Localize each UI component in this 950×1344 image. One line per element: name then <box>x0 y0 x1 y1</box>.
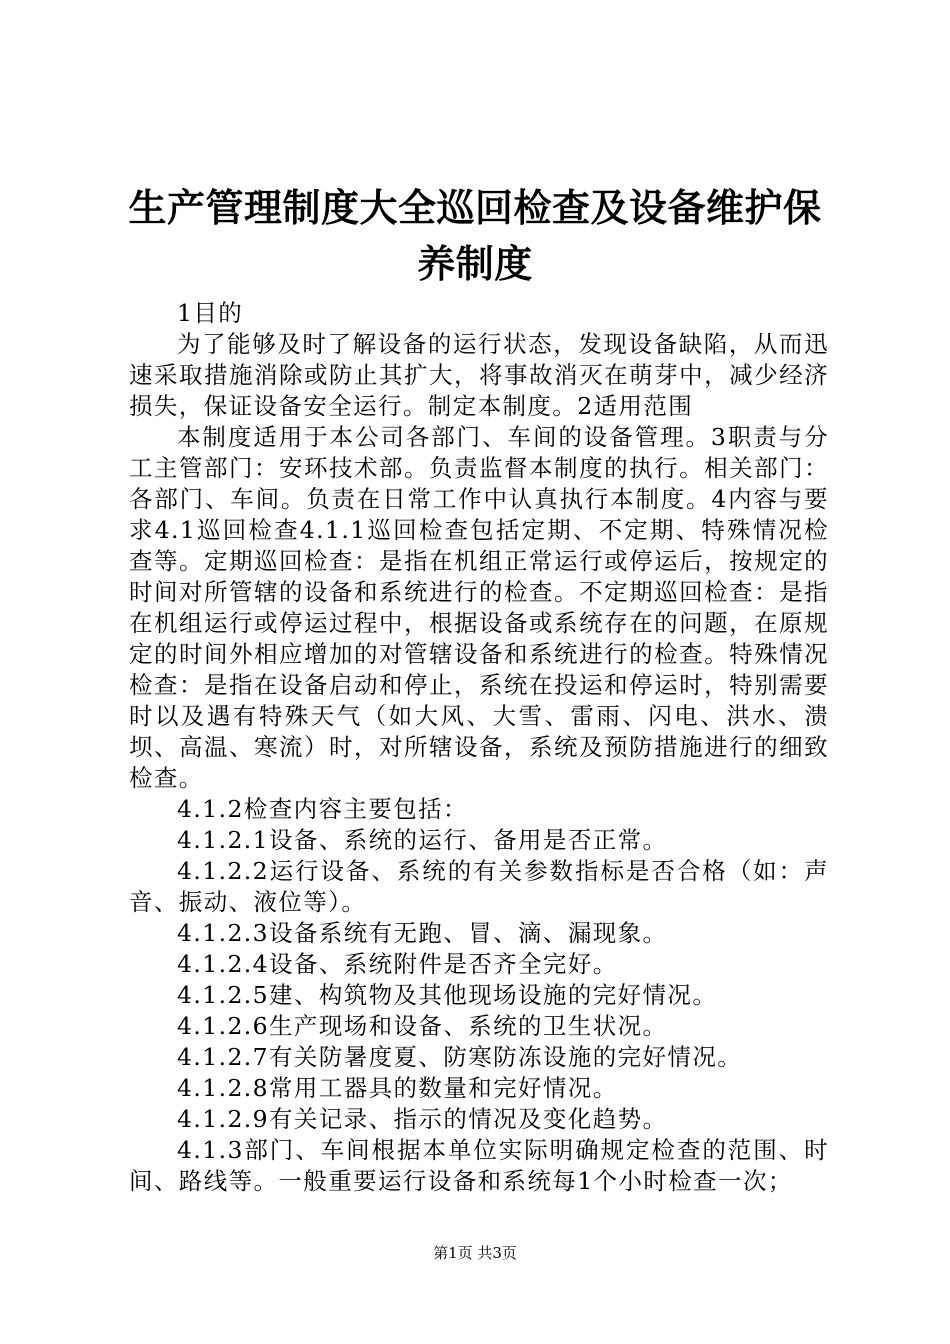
paragraph-4-1-2-2: 4.1.2.2运行设备、系统的有关参数指标是否合格（如：声音、振动、液位等）。 <box>129 857 829 916</box>
paragraph-4-1-2-3: 4.1.2.3设备系统有无跑、冒、滴、漏现象。 <box>177 919 668 947</box>
paragraph-4-1-2-5: 4.1.2.5建、构筑物及其他现场设施的完好情况。 <box>177 981 718 1009</box>
page-number-footer: 第1页 共3页 <box>433 1244 517 1262</box>
paragraph-4-1-3: 4.1.3部门、车间根据本单位实际明确规定检查的范围、时间、路线等。一般重要运行设备和系统每1个小时检查一次； <box>129 1136 829 1195</box>
document-title: 生产管理制度大全巡回检查及设备维护保养制度 <box>128 185 822 286</box>
paragraph-purpose: 为了能够及时了解设备的运行状态，发现设备缺陷，从而迅速采取措施消除或防止其扩大，将事故消灭在萌芽中，减少经济损失，保证设备安全运行。制定本制度。2适用范围 <box>129 330 829 420</box>
paragraph-purpose-heading: 1目的 <box>177 299 244 327</box>
paragraph-4-1-2-8: 4.1.2.8常用工器具的数量和完好情况。 <box>177 1074 618 1102</box>
paragraph-4-1-2-7: 4.1.2.7有关防暑度夏、防寒防冻设施的完好情况。 <box>177 1043 743 1071</box>
document-body <box>129 298 829 1197</box>
paragraph-4-1-2-4: 4.1.2.4设备、系统附件是否齐全完好。 <box>177 950 618 978</box>
paragraph-4-1-2: 4.1.2检查内容主要包括： <box>177 795 468 823</box>
paragraph-4-1-2-6: 4.1.2.6生产现场和设备、系统的卫生状况。 <box>177 1012 668 1040</box>
paragraph-scope-duties: 本制度适用于本公司各部门、车间的设备管理。3职责与分工主管部门：安环技术部。负责监督本制度的执行。相关部门：各部门、车间。负责在日常工作中认真执行本制度。4内容与要求4.1巡回检查4.1.1巡回检查包括定期、不定期、特殊情况检查等。定期巡回检查：是指在机组正常运行或停运后，按规定的时间对所管辖的设备和系统进行的检查。不定期巡回检查：是指在机组运行或停运过程中，根据设备或系统存在的问题，在原规定的时间外相应增加的对管辖设备和系统进行的检查。特殊情况检查：是指在设备启动和停止，系统在投运和停运时，特别需要时以及遇有特殊天气（如大风、大雪、雷雨、闪电、洪水、溃坝、高温、寒流）时，对所辖设备，系统及预防措施进行的细致检查。 <box>129 423 829 792</box>
paragraph-4-1-2-9: 4.1.2.9有关记录、指示的情况及变化趋势。 <box>177 1105 668 1133</box>
paragraph-4-1-2-1: 4.1.2.1设备、系统的运行、备用是否正常。 <box>177 826 668 854</box>
